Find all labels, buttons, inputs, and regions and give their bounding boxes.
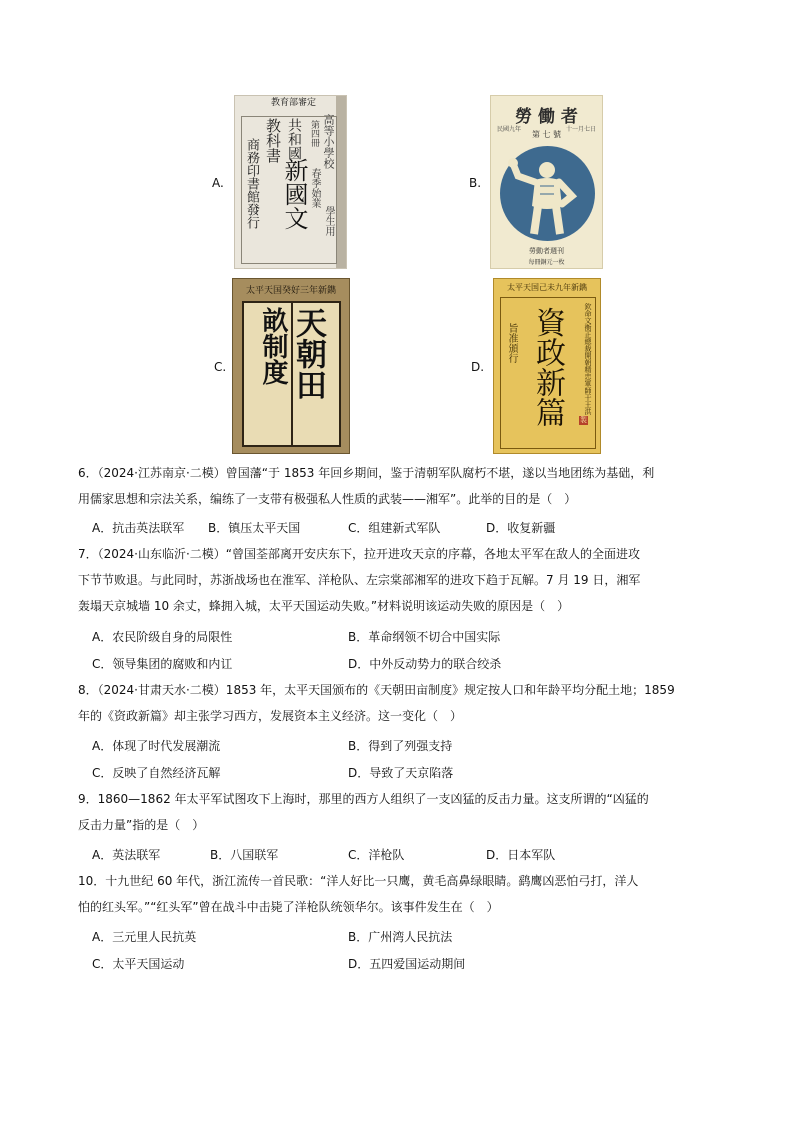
laborer-magazine-image — [490, 95, 603, 269]
magazine-date-right: 十一月七日 — [565, 126, 596, 133]
q6-option-a[interactable]: A．抗击英法联军 — [92, 521, 185, 535]
q7-option-b[interactable]: B．革命纲领不切合中国实际 — [348, 630, 501, 644]
q10-option-d[interactable]: D．五四爱国运动期间 — [348, 957, 466, 971]
q9-option-c[interactable]: C．洋枪队 — [348, 848, 405, 862]
cover-term: 春季始業 — [309, 168, 320, 208]
magazine-title: 勞 働 者 — [515, 107, 578, 127]
question-line: 6．（2024·江苏南京·二模）曾国藩“于 1853 年回乡期间，鉴于清朝军队腐朽不堪，遂以当地团练为基础，利 — [78, 466, 655, 480]
question-7 — [78, 545, 640, 616]
question-6 — [78, 464, 654, 509]
question-line: 轰塌天京城墙 10 余丈，蜂拥入城，太平天国运动失败。”材料说明该运动失败的原因是（ ） — [78, 599, 570, 613]
option-c-label: C. — [214, 360, 227, 374]
question-9 — [78, 790, 649, 835]
q7-option-d[interactable]: D．中外反动势力的联合绞杀 — [348, 657, 502, 671]
question-line: 年的《资政新篇》却主张学习西方，发展资本主义经济。这一变化（ ） — [78, 709, 463, 723]
q8-option-a[interactable]: A．体现了时代发展潮流 — [92, 739, 221, 753]
q6-option-d[interactable]: D．收复新疆 — [486, 521, 556, 535]
question-8 — [78, 681, 675, 726]
magazine-bottom-1: 勞動者週刊 — [529, 247, 564, 255]
cover-volume: 第四冊 — [309, 120, 319, 147]
question-line: 反击力量”指的是（ ） — [78, 818, 205, 832]
option-b-label: B. — [469, 176, 482, 190]
magazine-issue: 第 七 號 — [531, 130, 562, 139]
question-line: 7．（2024·山东临沂·二模）“曾国荃部离开安庆东下，拉开进攻天京的序幕，各地太平军在敌人的全面进攻 — [78, 547, 641, 561]
question-line: 下节节败退。与此同时，苏浙战场也在淮军、洋枪队、左宗棠部湘军的进攻下趋于瓦解。7 月 19 日，湘军 — [78, 573, 641, 587]
cover-main-title: 新國文 — [280, 158, 308, 230]
option-d-label: D. — [471, 360, 485, 374]
q9-option-a[interactable]: A．英法联军 — [92, 848, 161, 862]
book-header: 太平天国癸好三年新鐫 — [245, 286, 336, 296]
question-line: 9．1860—1862 年太平军试图攻下上海时，那里的西方人组织了一支凶猛的反击力量。这支所谓的“凶猛的 — [78, 792, 649, 806]
question-line: 10．十九世纪 60 年代，浙江流传一首民歌：“洋人好比一只鹰，黄毛高鼻绿眼睛。鹞鹰凶恶怕弓打，洋人 — [78, 874, 639, 888]
seal-stamp: 製 — [580, 416, 587, 424]
cover-user: 學生用 — [323, 206, 334, 236]
tianchao-tianmu-zhidu-image — [232, 278, 350, 454]
q9-option-b[interactable]: B．八国联军 — [210, 848, 279, 862]
textbook-cover-image — [234, 95, 347, 269]
q6-option-b[interactable]: B．镇压太平天国 — [208, 521, 301, 535]
q10-option-b[interactable]: B．广州湾人民抗法 — [348, 930, 453, 944]
q8-option-d[interactable]: D．导致了天京陷落 — [348, 766, 454, 780]
q7-option-c[interactable]: C．领导集团的腐败和内讧 — [92, 657, 233, 671]
cover-top-text: 教育部審定 — [270, 98, 316, 108]
q6-option-c[interactable]: C．组建新式军队 — [348, 521, 441, 535]
q7-option-a[interactable]: A．农民阶级自身的局限性 — [92, 630, 233, 644]
book-main-title: 資政新篇 — [530, 307, 565, 427]
cover-col-title-1: 共和國 — [286, 118, 302, 160]
book-header: 太平天国己未九年新鐫 — [507, 283, 587, 292]
q8-option-b[interactable]: B．得到了列强支持 — [348, 739, 453, 753]
book-right-small: 欽命文衡正總裁開朝精忠軍師干王洪 — [584, 303, 592, 415]
question-10 — [78, 872, 638, 917]
magazine-date-left: 民國九年 — [497, 126, 522, 133]
zizheng-xinpian-image — [493, 278, 601, 454]
cover-grade: 高等小學校 — [322, 114, 335, 169]
cover-col-title-2: 教科書 — [264, 118, 282, 163]
book-title-col1: 天朝田 — [290, 307, 326, 400]
q10-option-c[interactable]: C．太平天国运动 — [92, 957, 185, 971]
question-line: 怕的红头军。”“红头军”曾在战斗中击毙了洋枪队统领华尔。该事件发生在（ ） — [78, 900, 499, 914]
q9-option-d[interactable]: D．日本军队 — [486, 848, 556, 862]
book-title-col2: 畝制度 — [258, 307, 288, 385]
book-left-small: 旨准頒行 — [506, 323, 517, 363]
worker-illustration — [500, 146, 595, 241]
magazine-bottom-2: 每冊銅元一枚 — [528, 259, 565, 266]
question-line: 用儒家思想和宗法关系，编练了一支带有极强私人性质的武装——湘军”。此举的目的是（ ） — [78, 492, 577, 506]
q8-option-c[interactable]: C．反映了自然经济瓦解 — [92, 766, 221, 780]
q10-option-a[interactable]: A．三元里人民抗英 — [92, 930, 197, 944]
cover-publisher: 商務印書館發行 — [244, 138, 259, 229]
option-a-label: A. — [212, 176, 224, 190]
question-line: 8．（2024·甘肃天水·二模）1853 年，太平天国颁布的《天朝田亩制度》规定按人口和年龄平均分配土地；1859 — [78, 683, 675, 697]
